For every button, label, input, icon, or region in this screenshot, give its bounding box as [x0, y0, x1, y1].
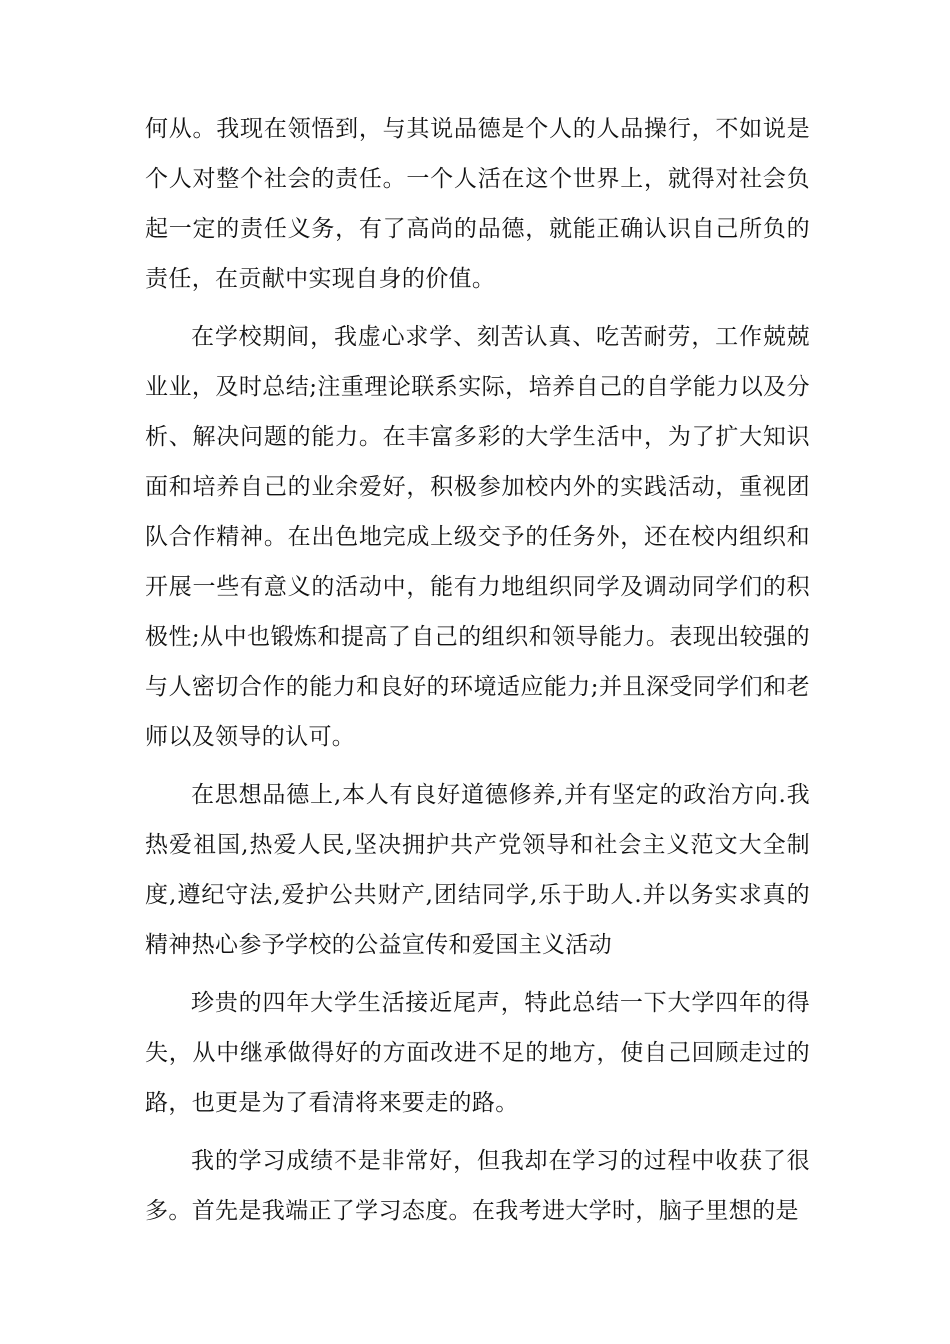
paragraph-5: 我的学习成绩不是非常好，但我却在学习的过程中收获了很多。首先是我端正了学习态度。在我考进大学时，脑子里想的是 [145, 1148, 810, 1224]
paragraph-1: 何从。我现在领悟到，与其说品德是个人的人品操行，不如说是个人对整个社会的责任。一个人活在这个世界上，就得对社会负起一定的责任义务，有了高尚的品德，就能正确认识自己所负的责任，在贡献中实现自身的价值。 [145, 116, 810, 292]
document-body [145, 104, 810, 1236]
paragraph-4: 珍贵的四年大学生活接近尾声，特此总结一下大学四年的得失，从中继承做得好的方面改进不足的地方，使自己回顾走过的路，也更是为了看清将来要走的路。 [145, 990, 810, 1116]
paragraph-2: 在学校期间，我虚心求学、刻苦认真、吃苦耐劳，工作兢兢业业，及时总结;注重理论联系实际，培养自己的自学能力以及分析、解决问题的能力。在丰富多彩的大学生活中，为了扩大知识面和培养自己的业余爱好，积极参加校内外的实践活动，重视团队合作精神。在出色地完成上级交予的任务外，还在校内组织和开展一些有意义的活动中，能有力地组织同学及调动同学们的积极性;从中也锻炼和提高了自己的组织和领导能力。表现出较强的与人密切合作的能力和良好的环境适应能力;并且深受同学们和老师以及领导的认可。 [145, 324, 810, 750]
paragraph-3: 在思想品德上,本人有良好道德修养,并有坚定的政治方向.我热爱祖国,热爱人民,坚决拥护共产党领导和社会主义范文大全制度,遵纪守法,爱护公共财产,团结同学,乐于助人.并以务实求真的精神热心参予学校的公益宣传和爱国主义活动 [145, 782, 810, 958]
